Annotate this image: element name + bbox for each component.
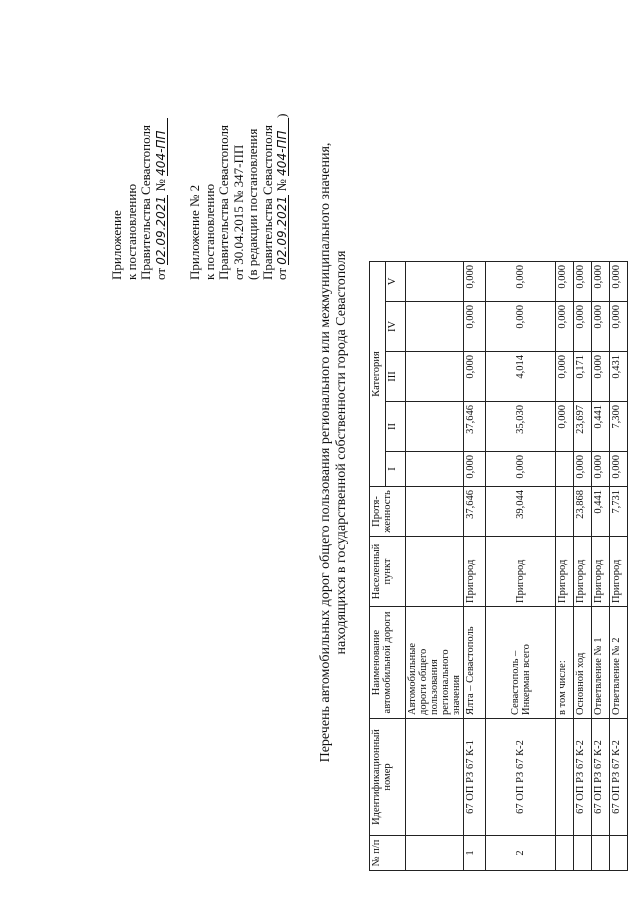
header-cat-2: II [386,402,406,452]
cell-cat-5: 0,000 [556,262,574,302]
cell-num [610,836,628,871]
cell-place: Пригород [464,537,486,607]
cell-cat-3: 0,171 [574,352,592,402]
cell-length [556,487,574,537]
header-cat-5: V [386,262,406,302]
cell-place: Пригород [574,537,592,607]
appendix-2-block [188,113,290,280]
cell-id [556,719,574,836]
appendix-1-line3: Правительства Севастополя [138,125,153,280]
cell-name: Ответвление № 1 [592,607,610,719]
appendix-2-line5: (в редакции постановления [245,128,260,280]
header-place: Населенный пункт [370,537,406,607]
cell-cat-4: 0,000 [464,302,486,352]
cell-cat-2: 23,697 [574,402,592,452]
header-length: Протя-женность [370,487,406,537]
table-cell [406,836,464,871]
appendix-2-line6: Правительства Севастополя [259,125,275,280]
appendix-2-date: 02.09.2021 [275,196,289,265]
cell-length: 39,044 [486,487,556,537]
header-id: Идентификационный номер [370,719,406,836]
table-cell [406,487,464,537]
cell-cat-4: 0,000 [592,302,610,352]
title-line1: Перечень автомобильных дорог общего пользования регионального или межмуниципального значения, [318,142,333,763]
cell-cat-5: 0,000 [610,262,628,302]
table-row [464,262,486,871]
cell-name: в том числе: [556,607,574,719]
table-row [574,262,592,871]
header-cat-1: I [386,452,406,487]
cell-cat-3: 0,000 [592,352,610,402]
table-cell [406,452,464,487]
appendix-2-line3: Правительства Севастополя [216,125,231,280]
cell-cat-3: 0,000 [464,352,486,402]
table-row [610,262,628,871]
cell-num [556,836,574,871]
cell-place: Пригород [592,537,610,607]
table-row [486,262,556,871]
cell-id: 67 ОП РЗ 67 К-2 [610,719,628,836]
table-cell [406,719,464,836]
cell-cat-1: 0,000 [592,452,610,487]
cell-cat-2: 0,441 [592,402,610,452]
cell-cat-4: 0,000 [486,302,556,352]
appendix-2-line1: Приложение № 2 [187,184,202,280]
cell-cat-4: 0,000 [610,302,628,352]
cell-name: Севастополь – Инкерман всего [486,607,556,719]
cell-length: 37,646 [464,487,486,537]
cell-length: 23,868 [574,487,592,537]
cell-name: Ответвление № 2 [610,607,628,719]
cell-cat-2: 35,030 [486,402,556,452]
cell-id: 67 ОП РЗ 67 К-1 [464,719,486,836]
cell-name: Основной ход [574,607,592,719]
cell-id: 67 ОП РЗ 67 К-2 [592,719,610,836]
cell-cat-3: 4,014 [486,352,556,402]
appendix-1-date-line [154,118,169,280]
appendix-2-no-sign: № [274,179,289,192]
cell-id: 67 ОП РЗ 67 К-2 [574,719,592,836]
table-cell [406,262,464,302]
section-title: Автомобильные дороги общего пользования регионального значения [406,607,464,719]
title-line2: находящихся в государственной собственности города Севастополя [334,250,349,655]
cell-name: Ялта – Севастополь [464,607,486,719]
roads-table [369,261,628,871]
appendix-1-block [110,118,168,280]
appendix-2-line4: от 30.04.2015 № 347-ПП [230,144,246,280]
cell-cat-3: 0,000 [556,352,574,402]
cell-num [574,836,592,871]
cell-cat-1: 0,000 [610,452,628,487]
document-title [318,0,350,905]
table-cell [406,302,464,352]
table-row [592,262,610,871]
cell-cat-1: 0,000 [464,452,486,487]
appendix-2-date-line [275,113,290,280]
cell-cat-2: 7,300 [610,402,628,452]
header-cat-4: IV [386,302,406,352]
appendix-1-no-sign: № [152,179,168,192]
cell-place: Пригород [486,537,556,607]
cell-place: Пригород [556,537,574,607]
table-row [556,262,574,871]
cell-cat-5: 0,000 [574,262,592,302]
cell-cat-1: 0,000 [486,452,556,487]
appendix-1-line1: Приложение [109,210,124,280]
cell-place: Пригород [610,537,628,607]
cell-cat-4: 0,000 [556,302,574,352]
cell-id: 67 ОП РЗ 67 К-2 [486,719,556,836]
cell-num: 2 [486,836,556,871]
table-section-row [406,262,464,871]
cell-num [592,836,610,871]
cell-cat-5: 0,000 [592,262,610,302]
header-cat-3: III [386,352,406,402]
appendix-1-date: 02.09.2021 [153,196,168,265]
cell-cat-1: 0,000 [574,452,592,487]
cell-cat-1 [556,452,574,487]
header-name: Наименование автомобильной дороги [370,607,406,719]
cell-cat-2: 0,000 [556,402,574,452]
cell-cat-4: 0,000 [574,302,592,352]
appendix-2-from: от [274,267,289,280]
cell-length: 7,731 [610,487,628,537]
appendix-1-from: от [152,267,168,280]
table-cell [406,352,464,402]
cell-cat-5: 0,000 [464,262,486,302]
appendix-1-line2: к постановлению [123,183,139,280]
appendix-2-number: 404-ПП [276,118,289,176]
table-cell [406,537,464,607]
cell-length: 0,441 [592,487,610,537]
cell-cat-2: 37,646 [464,402,486,452]
cell-num: 1 [464,836,486,871]
appendix-2-line2: к постановлению [201,183,217,280]
appendix-1-number: 404-ПП [155,118,168,176]
cell-cat-3: 0,431 [610,352,628,402]
header-category: Категория [370,262,386,487]
table-header-row [370,262,386,871]
header-num: № п/п [370,836,406,871]
table-cell [406,402,464,452]
appendix-2-close: ) [274,113,289,118]
cell-cat-5: 0,000 [486,262,556,302]
